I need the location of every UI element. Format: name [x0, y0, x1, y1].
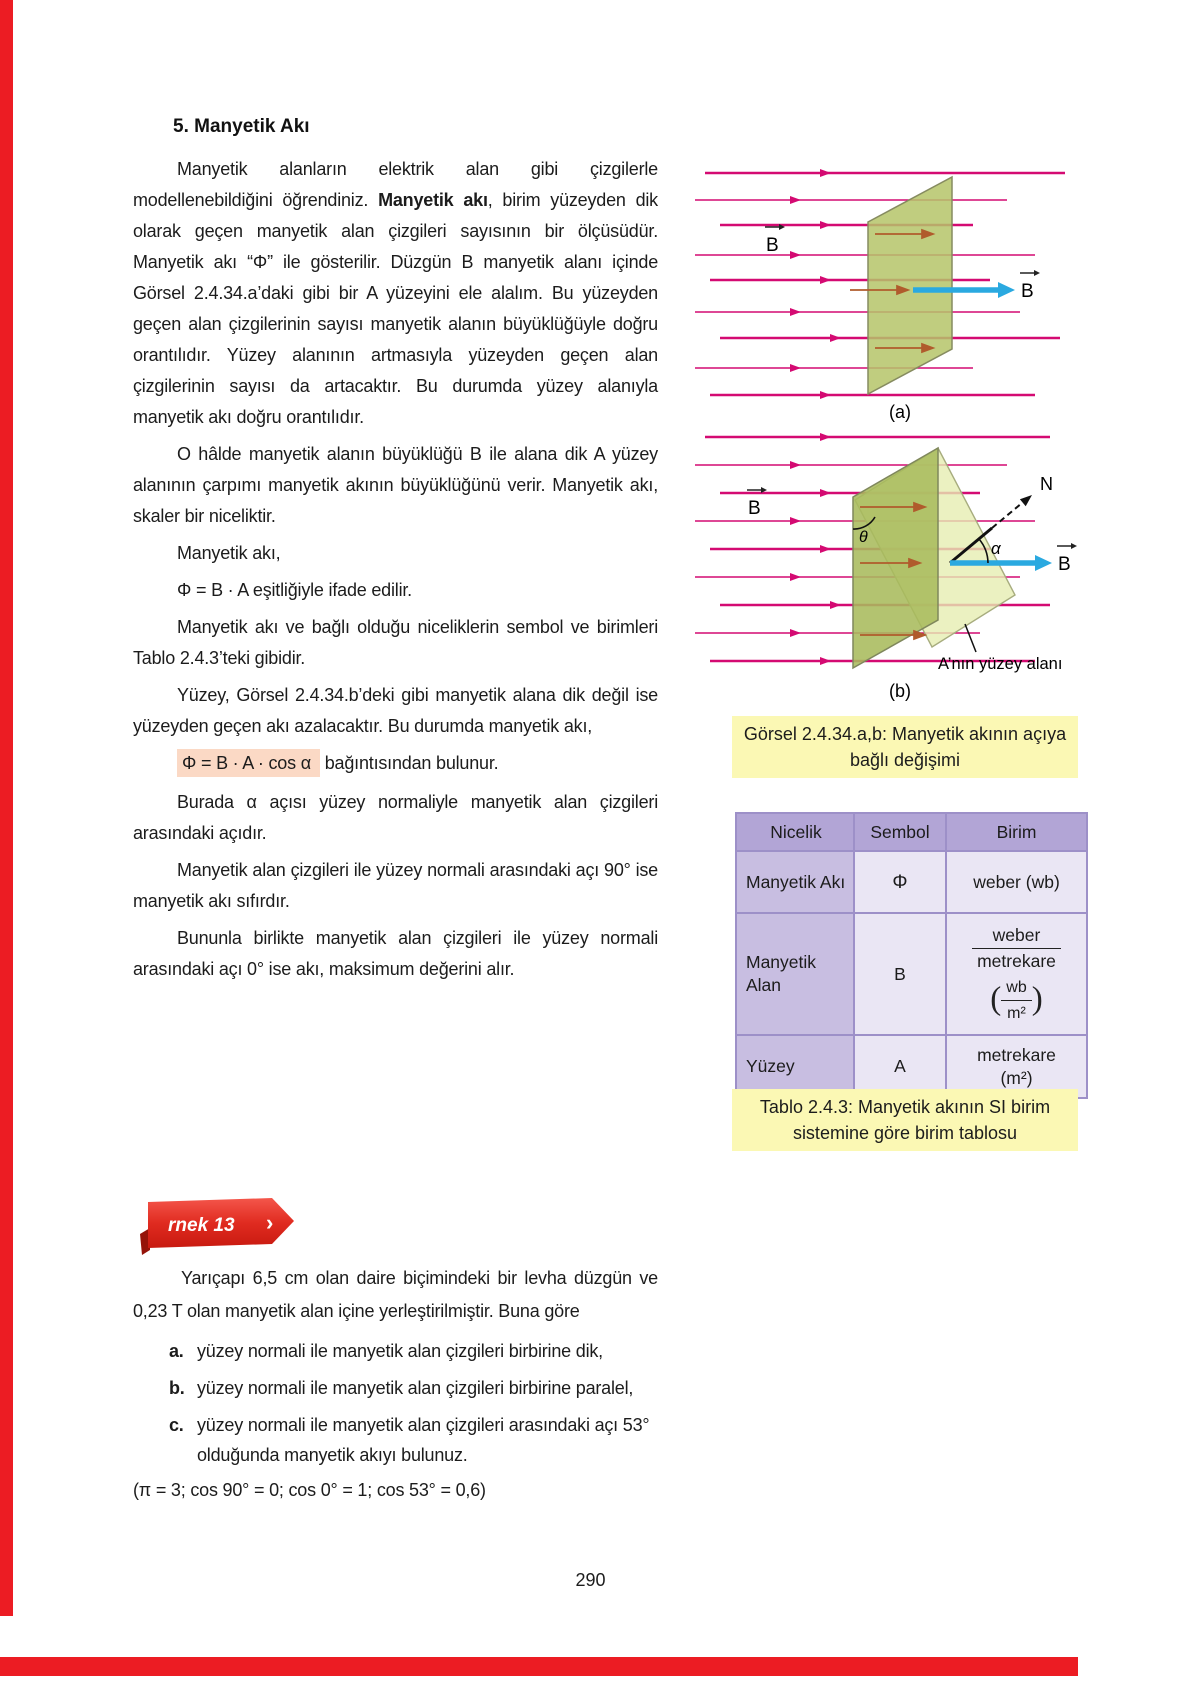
surface-area-label: A’nın yüzey alanı	[938, 655, 1063, 673]
unit-line-2: (m²)	[1000, 1067, 1033, 1088]
theta-label: θ	[859, 529, 868, 546]
cell-symbol: Φ	[854, 851, 946, 913]
left-edge-accent-bar	[0, 0, 13, 1616]
main-text-column	[133, 116, 658, 991]
open-paren: (	[990, 981, 1002, 1018]
header-sembol: Sembol	[854, 813, 946, 851]
flux-formula-line: Φ = B · A eşitliğiyle ifade edilir.	[177, 580, 412, 600]
field-label-a	[765, 224, 785, 256]
fraction-denominator: metrekare	[972, 948, 1061, 973]
chevron-right-icon: ›	[266, 1210, 274, 1235]
unit-line-1: metrekare	[977, 1044, 1056, 1065]
cell-symbol: B	[854, 913, 946, 1035]
figure-caption: Görsel 2.4.34.a,b: Manyetik akının açıya bağlı değişimi	[732, 716, 1078, 778]
example-item-b	[133, 1373, 658, 1403]
b-vector-label-a: B	[1021, 281, 1034, 302]
b-vector-label-b: B	[1058, 554, 1071, 575]
example-item-c	[133, 1410, 658, 1470]
paragraph-1-post: , birim yüzeyden dik olarak geçen manyetik alan çizgileri sayısının bir ölçüsüdür. Manyetik akı “Φ” ile gösterilir. Düzgün B manyetik alanı içinde Görsel 2.4.34.a’daki gibi bir A yüzeyini ele alalım. Bu yüzeyden geçen alan çizgilerinin sayısı manyetik alanın büyüklüğüyle doğru orantılıdır. Yüzey alanının artmasıyla yüzeyden geçen alan çizgilerinin sayısı da artacaktır. Bu durumda yüzey alanıyla manyetik akı doğru orantılıdır.	[133, 190, 658, 427]
item-text: yüzey normali ile manyetik alan çizgileri birbirine paralel,	[197, 1378, 634, 1398]
figure-a-tag: (a)	[889, 402, 911, 422]
unit-symbol-fraction	[951, 976, 1082, 1025]
cell-unit	[946, 913, 1087, 1035]
units-table	[735, 812, 1088, 1099]
cell-quantity: Manyetik Akı	[736, 851, 854, 913]
item-label: b.	[169, 1378, 185, 1398]
paragraph-1-pre: Manyetik alanların elektrik alan gibi çizgilerle modellenebildiğini öğrendiniz.	[133, 159, 658, 210]
fraction-numerator: weber	[992, 924, 1041, 945]
figure-b-tag: (b)	[889, 681, 911, 701]
surface-a	[868, 177, 952, 394]
table-caption: Tablo 2.4.3: Manyetik akının SI birim sistemine göre birim tablosu	[732, 1089, 1078, 1151]
vector-arrow-icon	[1034, 270, 1040, 276]
field-label-a-text: B	[766, 235, 779, 256]
highlighted-formula: Φ = B · A · cos α	[177, 749, 320, 777]
normal-label: N	[1040, 474, 1053, 494]
paragraph-9: Manyetik alan çizgileri ile yüzey normali arasındaki açı 90° ise manyetik akı sıfırdır.	[133, 860, 658, 911]
example-block	[133, 1262, 658, 1501]
paragraph-6: Yüzey, Görsel 2.4.34.b’deki gibi manyetik alana dik değil ise yüzeyden geçen akı azalacaktır. Bu durumda manyetik akı,	[133, 685, 658, 736]
cell-symbol: A	[854, 1035, 946, 1098]
header-nicelik: Nicelik	[736, 813, 854, 851]
example-intro: Yarıçapı 6,5 cm olan daire biçimindeki bir levha düzgün ve 0,23 T olan manyetik alan içine yerleştirilmiştir. Buna göre	[133, 1268, 658, 1321]
paragraph-5: Manyetik akı ve bağlı olduğu niceliklerin sembol ve birimleri Tablo 2.4.3’teki gibidir.	[133, 617, 658, 668]
example-ribbon	[136, 1196, 311, 1260]
fraction-denominator: m²	[1001, 1000, 1031, 1025]
table-row-field	[736, 913, 1087, 1035]
paragraph-10: Bununla birlikte manyetik alan çizgileri ile yüzey normali arasındaki açı 0° ise akı, maksimum değerini alır.	[133, 928, 658, 979]
cell-quantity: Yüzey	[736, 1035, 854, 1098]
cell-quantity: Manyetik Alan	[736, 913, 854, 1035]
bottom-edge-accent-bar	[0, 1657, 1078, 1676]
header-birim: Birim	[946, 813, 1087, 851]
figure-b-flux-angled	[690, 428, 1150, 720]
cell-unit: weber (wb)	[946, 851, 1087, 913]
example-given-values: (π = 3; cos 90° = 0; cos 0° = 1; cos 53° = 0,6)	[133, 1480, 486, 1500]
figure-a-flux-perpendicular	[690, 148, 1150, 433]
example-item-a	[133, 1336, 658, 1366]
paragraph-3: Manyetik akı,	[177, 543, 281, 563]
alpha-label: α	[991, 539, 1001, 558]
example-ribbon-label: rnek 13	[168, 1215, 235, 1236]
formula-rest-text: bağıntısından bulunur.	[319, 753, 499, 773]
item-text: yüzey normali ile manyetik alan çizgileri arasındaki açı 53° olduğunda manyetik akıyı bulunuz.	[197, 1415, 650, 1465]
field-label-b-text: B	[748, 498, 761, 519]
table-row-flux	[736, 851, 1087, 913]
close-paren: )	[1031, 981, 1043, 1018]
vector-arrow-icon	[1071, 543, 1077, 549]
item-label: c.	[169, 1415, 184, 1435]
fraction-numerator: wb	[1006, 978, 1027, 996]
section-title: 5. Manyetik Akı	[173, 116, 310, 137]
paragraph-2: O hâlde manyetik alanın büyüklüğü B ile alana dik A yüzey alanının çarpımı manyetik akının büyüklüğünü verir. Manyetik akı, skaler bir niceliktir.	[133, 444, 658, 526]
item-text: yüzey normali ile manyetik alan çizgileri birbirine dik,	[197, 1341, 603, 1361]
paragraph-8: Burada α açısı yüzey normaliyle manyetik alan çizgileri arasındaki açıdır.	[133, 792, 658, 843]
surface-label-pointer	[965, 624, 976, 652]
unit-fraction	[972, 924, 1061, 973]
paragraph-1	[133, 154, 658, 433]
flux-cos-formula-line	[133, 748, 658, 779]
item-label: a.	[169, 1341, 184, 1361]
table-header-row	[736, 813, 1087, 851]
page-number: 290	[575, 1570, 606, 1590]
paragraph-1-bold-term: Manyetik akı	[378, 190, 488, 210]
field-line-arrowheads-a	[790, 169, 841, 399]
